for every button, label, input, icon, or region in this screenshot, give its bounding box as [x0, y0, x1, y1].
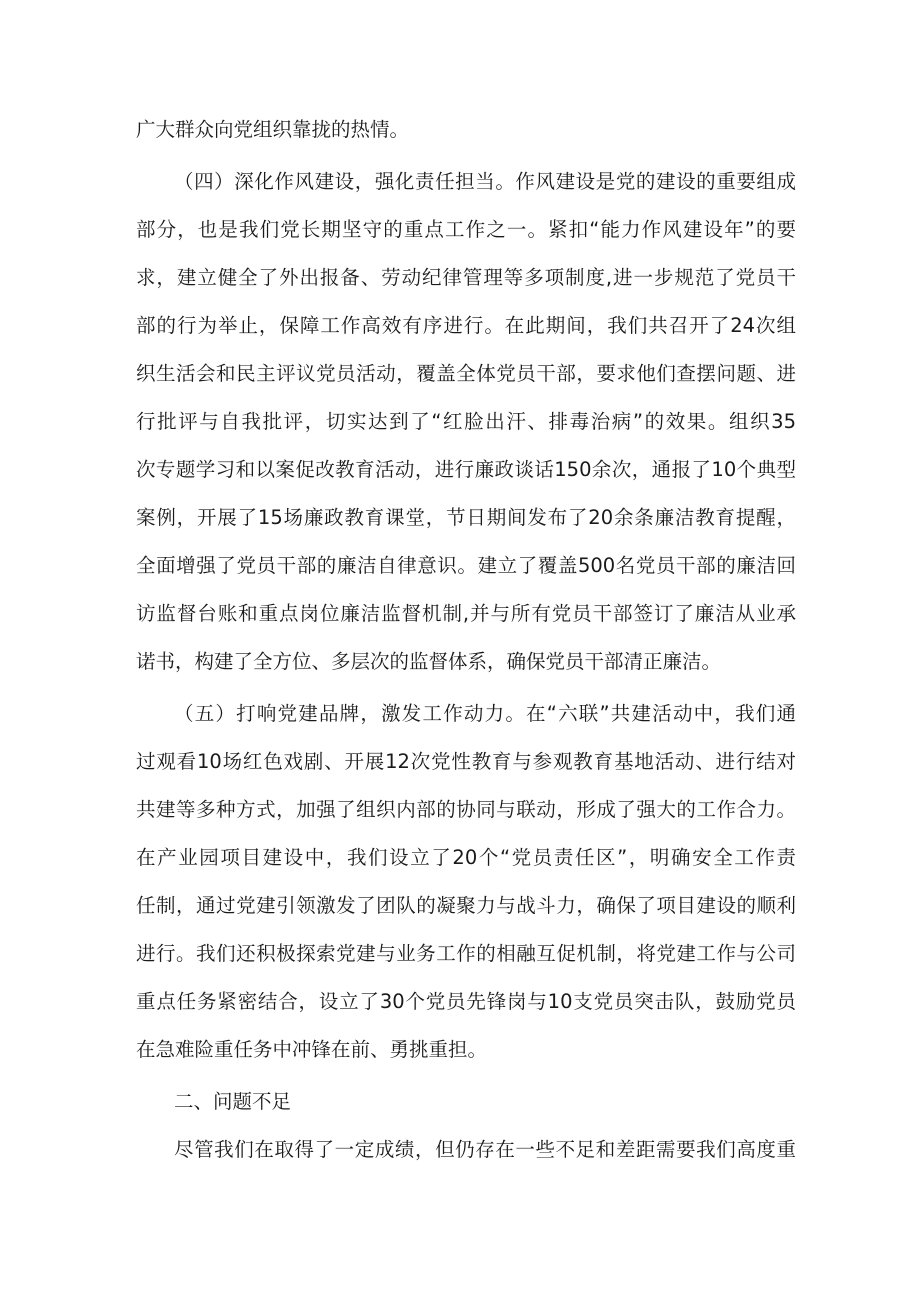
section-4-heading-line: （四）深化作风建设，强化责任担当。作风建设是党的建设的重要组成 [174, 170, 796, 193]
text-line-17: 任制，通过党建引领激发了团队的凝聚力与战斗力，确保了项目建设的顺利 [136, 894, 796, 917]
text-line-20: 在急难险重任务中冲锋在前、勇挑重担。 [136, 1038, 488, 1061]
text-line-14: 过观看10场红色戏剧、开展12次党性教育与参观教育基地活动、进行结对 [136, 750, 796, 773]
text-line-16: 在产业园项目建设中，我们设立了20个“党员责任区”，明确安全工作责 [136, 846, 796, 869]
text-line-1: 广大群众向党组织靠拢的热情。 [136, 118, 410, 141]
section-heading-problems: 二、问题不足 [174, 1090, 292, 1113]
text-line-6: 织生活会和民主评议党员活动，覆盖全体党员干部，要求他们查摆问题、进 [136, 362, 796, 385]
text-line-12: 诺书，构建了全方位、多层次的监督体系，确保党员干部清正廉洁。 [136, 650, 722, 673]
text-line-19: 重点任务紧密结合，设立了30个党员先锋岗与10支党员突击队，鼓励党员 [136, 990, 796, 1013]
text-line-7: 行批评与自我批评，切实达到了“红脸出汗、排毒治病”的效果。组织35 [136, 410, 796, 433]
section-5-heading-line: （五）打响党建品牌，激发工作动力。在“六联”共建活动中，我们通 [174, 702, 796, 725]
text-line-11: 访监督台账和重点岗位廉洁监督机制,并与所有党员干部签订了廉洁从业承 [136, 602, 796, 625]
text-line-22: 尽管我们在取得了一定成绩，但仍存在一些不足和差距需要我们高度重 [174, 1138, 796, 1161]
text-line-9: 案例，开展了15场廉政教育课堂，节日期间发布了20余条廉洁教育提醒， [136, 506, 796, 529]
text-line-18: 进行。我们还积极探索党建与业务工作的相融互促机制，将党建工作与公司 [136, 942, 796, 965]
text-line-8: 次专题学习和以案促改教育活动，进行廉政谈话150余次，通报了10个典型 [136, 458, 796, 481]
text-line-3: 部分，也是我们党长期坚守的重点工作之一。紧扣“能力作风建设年”的要 [136, 218, 796, 241]
text-line-4: 求，建立健全了外出报备、劳动纪律管理等多项制度,进一步规范了党员干 [136, 266, 796, 289]
text-line-10: 全面增强了党员干部的廉洁自律意识。建立了覆盖500名党员干部的廉洁回 [136, 554, 796, 577]
text-line-15: 共建等多种方式，加强了组织内部的协同与联动，形成了强大的工作合力。 [136, 798, 796, 821]
text-line-5: 部的行为举止，保障工作高效有序进行。在此期间，我们共召开了24次组 [136, 314, 796, 337]
